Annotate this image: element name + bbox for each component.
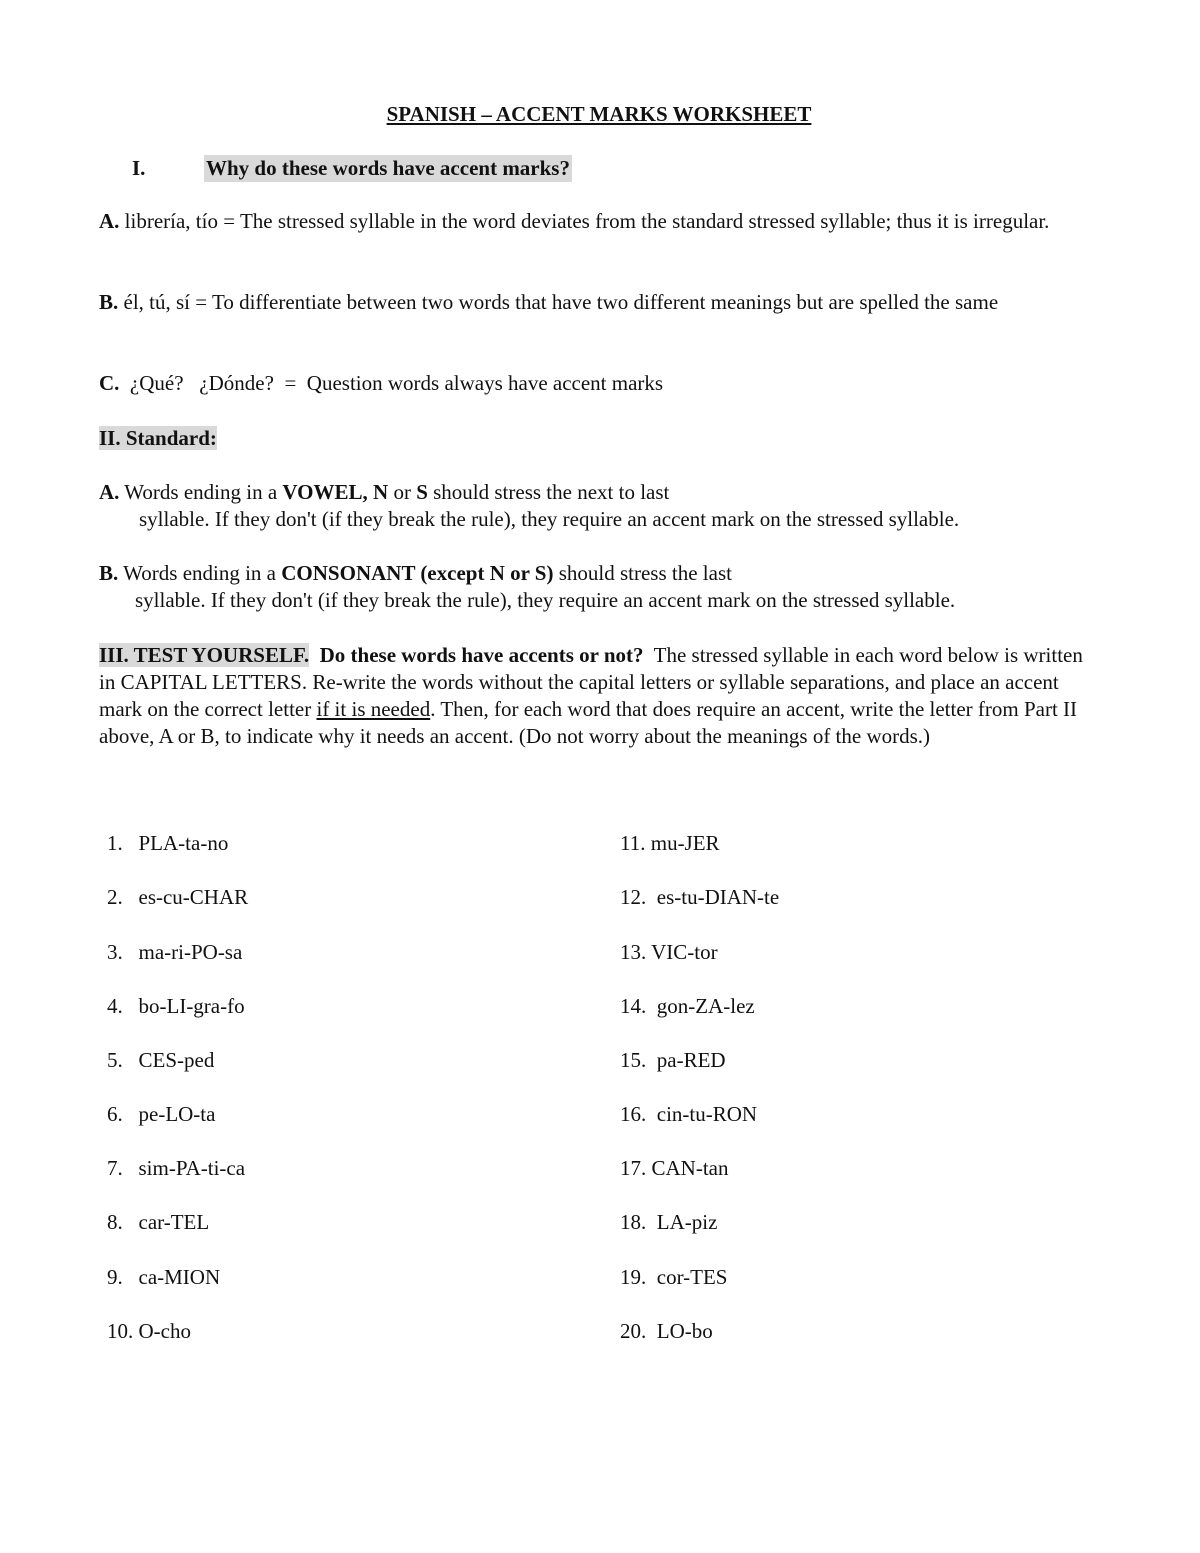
item-equals: = (195, 290, 208, 314)
section-3-text-2: . Then, for each word that does require an accent, write the letter from Part II above, A or B, to indicate why it needs an accent. (Do not worry about the meanings of the words.) (99, 697, 1078, 748)
word-number: 12. (620, 885, 647, 909)
item-bold-term: S (416, 480, 428, 504)
word-number: 19. (620, 1265, 647, 1289)
word-text: ca-MION (138, 1265, 221, 1289)
word-number: 7. (107, 1156, 123, 1180)
word-item (620, 1155, 729, 1182)
word-text: cor-TES (656, 1265, 728, 1289)
word-number: 5. (107, 1048, 123, 1072)
word-text: O-cho (138, 1319, 191, 1343)
word-item (107, 1047, 214, 1074)
word-text: ma-ri-PO-sa (138, 940, 243, 964)
section-1-item-a (99, 208, 1099, 235)
section-1-roman: I. (132, 156, 146, 180)
word-item (620, 993, 755, 1020)
section-3-text: The stressed syllable in each word below is written in CAPITAL LETTERS. Re-write the words without the capital letters or syllable separations, and place an accent mark on the correct letter (99, 643, 1083, 721)
word-number: 17. (620, 1156, 647, 1180)
word-number: 15. (620, 1048, 647, 1072)
word-item (107, 993, 245, 1020)
item-continuation: syllable. If they don't (if they break the rule), they require an accent mark on the stressed syllable. (135, 588, 956, 612)
word-text: cin-tu-RON (656, 1102, 758, 1126)
word-item (107, 1264, 220, 1291)
word-item (107, 884, 248, 911)
item-words: librería, tío (124, 209, 218, 233)
item-text: Words ending in a (124, 480, 278, 504)
item-text: should stress the last (558, 561, 732, 585)
item-continuation: syllable. If they don't (if they break the rule), they require an accent mark on the stressed syllable. (139, 507, 960, 531)
word-text: CAN-tan (651, 1156, 729, 1180)
word-number: 4. (107, 994, 123, 1018)
word-text: gon-ZA-lez (656, 994, 755, 1018)
word-text: VIC-tor (651, 940, 718, 964)
word-number: 2. (107, 885, 123, 909)
word-number: 3. (107, 940, 123, 964)
item-letter: B. (99, 290, 119, 314)
item-bold-term: CONSONANT (except N or S) (281, 561, 554, 585)
word-item (620, 939, 718, 966)
word-text: bo-LI-gra-fo (138, 994, 245, 1018)
word-text: es-tu-DIAN-te (656, 885, 780, 909)
item-explanation: To differentiate between two words that have two different meanings but are spelled the same (211, 290, 999, 314)
item-letter: A. (99, 209, 120, 233)
item-equals: = (223, 209, 236, 233)
item-equals: = (284, 371, 297, 395)
word-text: CES-ped (138, 1048, 215, 1072)
item-letter: C. (99, 371, 120, 395)
word-text: car-TEL (138, 1210, 210, 1234)
word-number: 8. (107, 1210, 123, 1234)
section-1-item-b (99, 289, 1099, 316)
word-text: LA-piz (656, 1210, 718, 1234)
word-item (107, 1155, 245, 1182)
item-explanation: The stressed syllable in the word deviates from the standard stressed syllable; thus it is irregular. (239, 209, 1050, 233)
word-item (107, 830, 228, 857)
word-item (107, 1101, 215, 1128)
word-number: 1. (107, 831, 123, 855)
item-letter: A. (99, 480, 120, 504)
word-text: pa-RED (656, 1048, 726, 1072)
item-words: ¿Qué? ¿Dónde? (129, 371, 274, 395)
word-number: 10. (107, 1319, 134, 1343)
section-3-heading: III. TEST YOURSELF. (99, 643, 310, 667)
word-text: LO-bo (656, 1319, 713, 1343)
word-text: mu-JER (650, 831, 720, 855)
section-3-instructions (99, 642, 1099, 750)
section-2-label: II. Standard: (99, 426, 217, 450)
word-item (620, 1209, 717, 1236)
word-number: 11. (620, 831, 646, 855)
word-number: 14. (620, 994, 647, 1018)
word-item (620, 1264, 727, 1291)
word-item (620, 1047, 726, 1074)
word-number: 9. (107, 1265, 123, 1289)
word-text: sim-PA-ti-ca (138, 1156, 246, 1180)
word-number: 6. (107, 1102, 123, 1126)
item-bold-term: VOWEL, N (282, 480, 389, 504)
item-text: or (393, 480, 411, 504)
word-item (620, 830, 720, 857)
word-text: pe-LO-ta (138, 1102, 216, 1126)
item-letter: B. (99, 561, 119, 585)
word-text: PLA-ta-no (138, 831, 229, 855)
item-text: Words ending in a (123, 561, 277, 585)
word-item (620, 1318, 713, 1345)
item-text: should stress the next to last (433, 480, 670, 504)
word-number: 13. (620, 940, 647, 964)
word-number: 20. (620, 1319, 647, 1343)
word-item (107, 1318, 191, 1345)
section-2-item-b (99, 560, 1099, 614)
section-1-item-c (99, 370, 1099, 397)
word-number: 18. (620, 1210, 647, 1234)
word-text: es-cu-CHAR (138, 885, 249, 909)
word-item (620, 1101, 757, 1128)
section-2-heading (99, 425, 217, 452)
item-explanation: Question words always have accent marks (306, 371, 664, 395)
section-3-question: Do these words have accents or not? (319, 643, 644, 667)
word-number: 16. (620, 1102, 647, 1126)
section-2-item-a (99, 479, 1099, 533)
word-item (107, 939, 242, 966)
item-words: él, tú, sí (123, 290, 191, 314)
word-item (620, 884, 779, 911)
word-item (107, 1209, 209, 1236)
section-3-underlined: if it is needed (316, 697, 431, 721)
worksheet-title: SPANISH – ACCENT MARKS WORKSHEET (386, 102, 812, 126)
section-1-question: Why do these words have accent marks? (206, 156, 570, 180)
